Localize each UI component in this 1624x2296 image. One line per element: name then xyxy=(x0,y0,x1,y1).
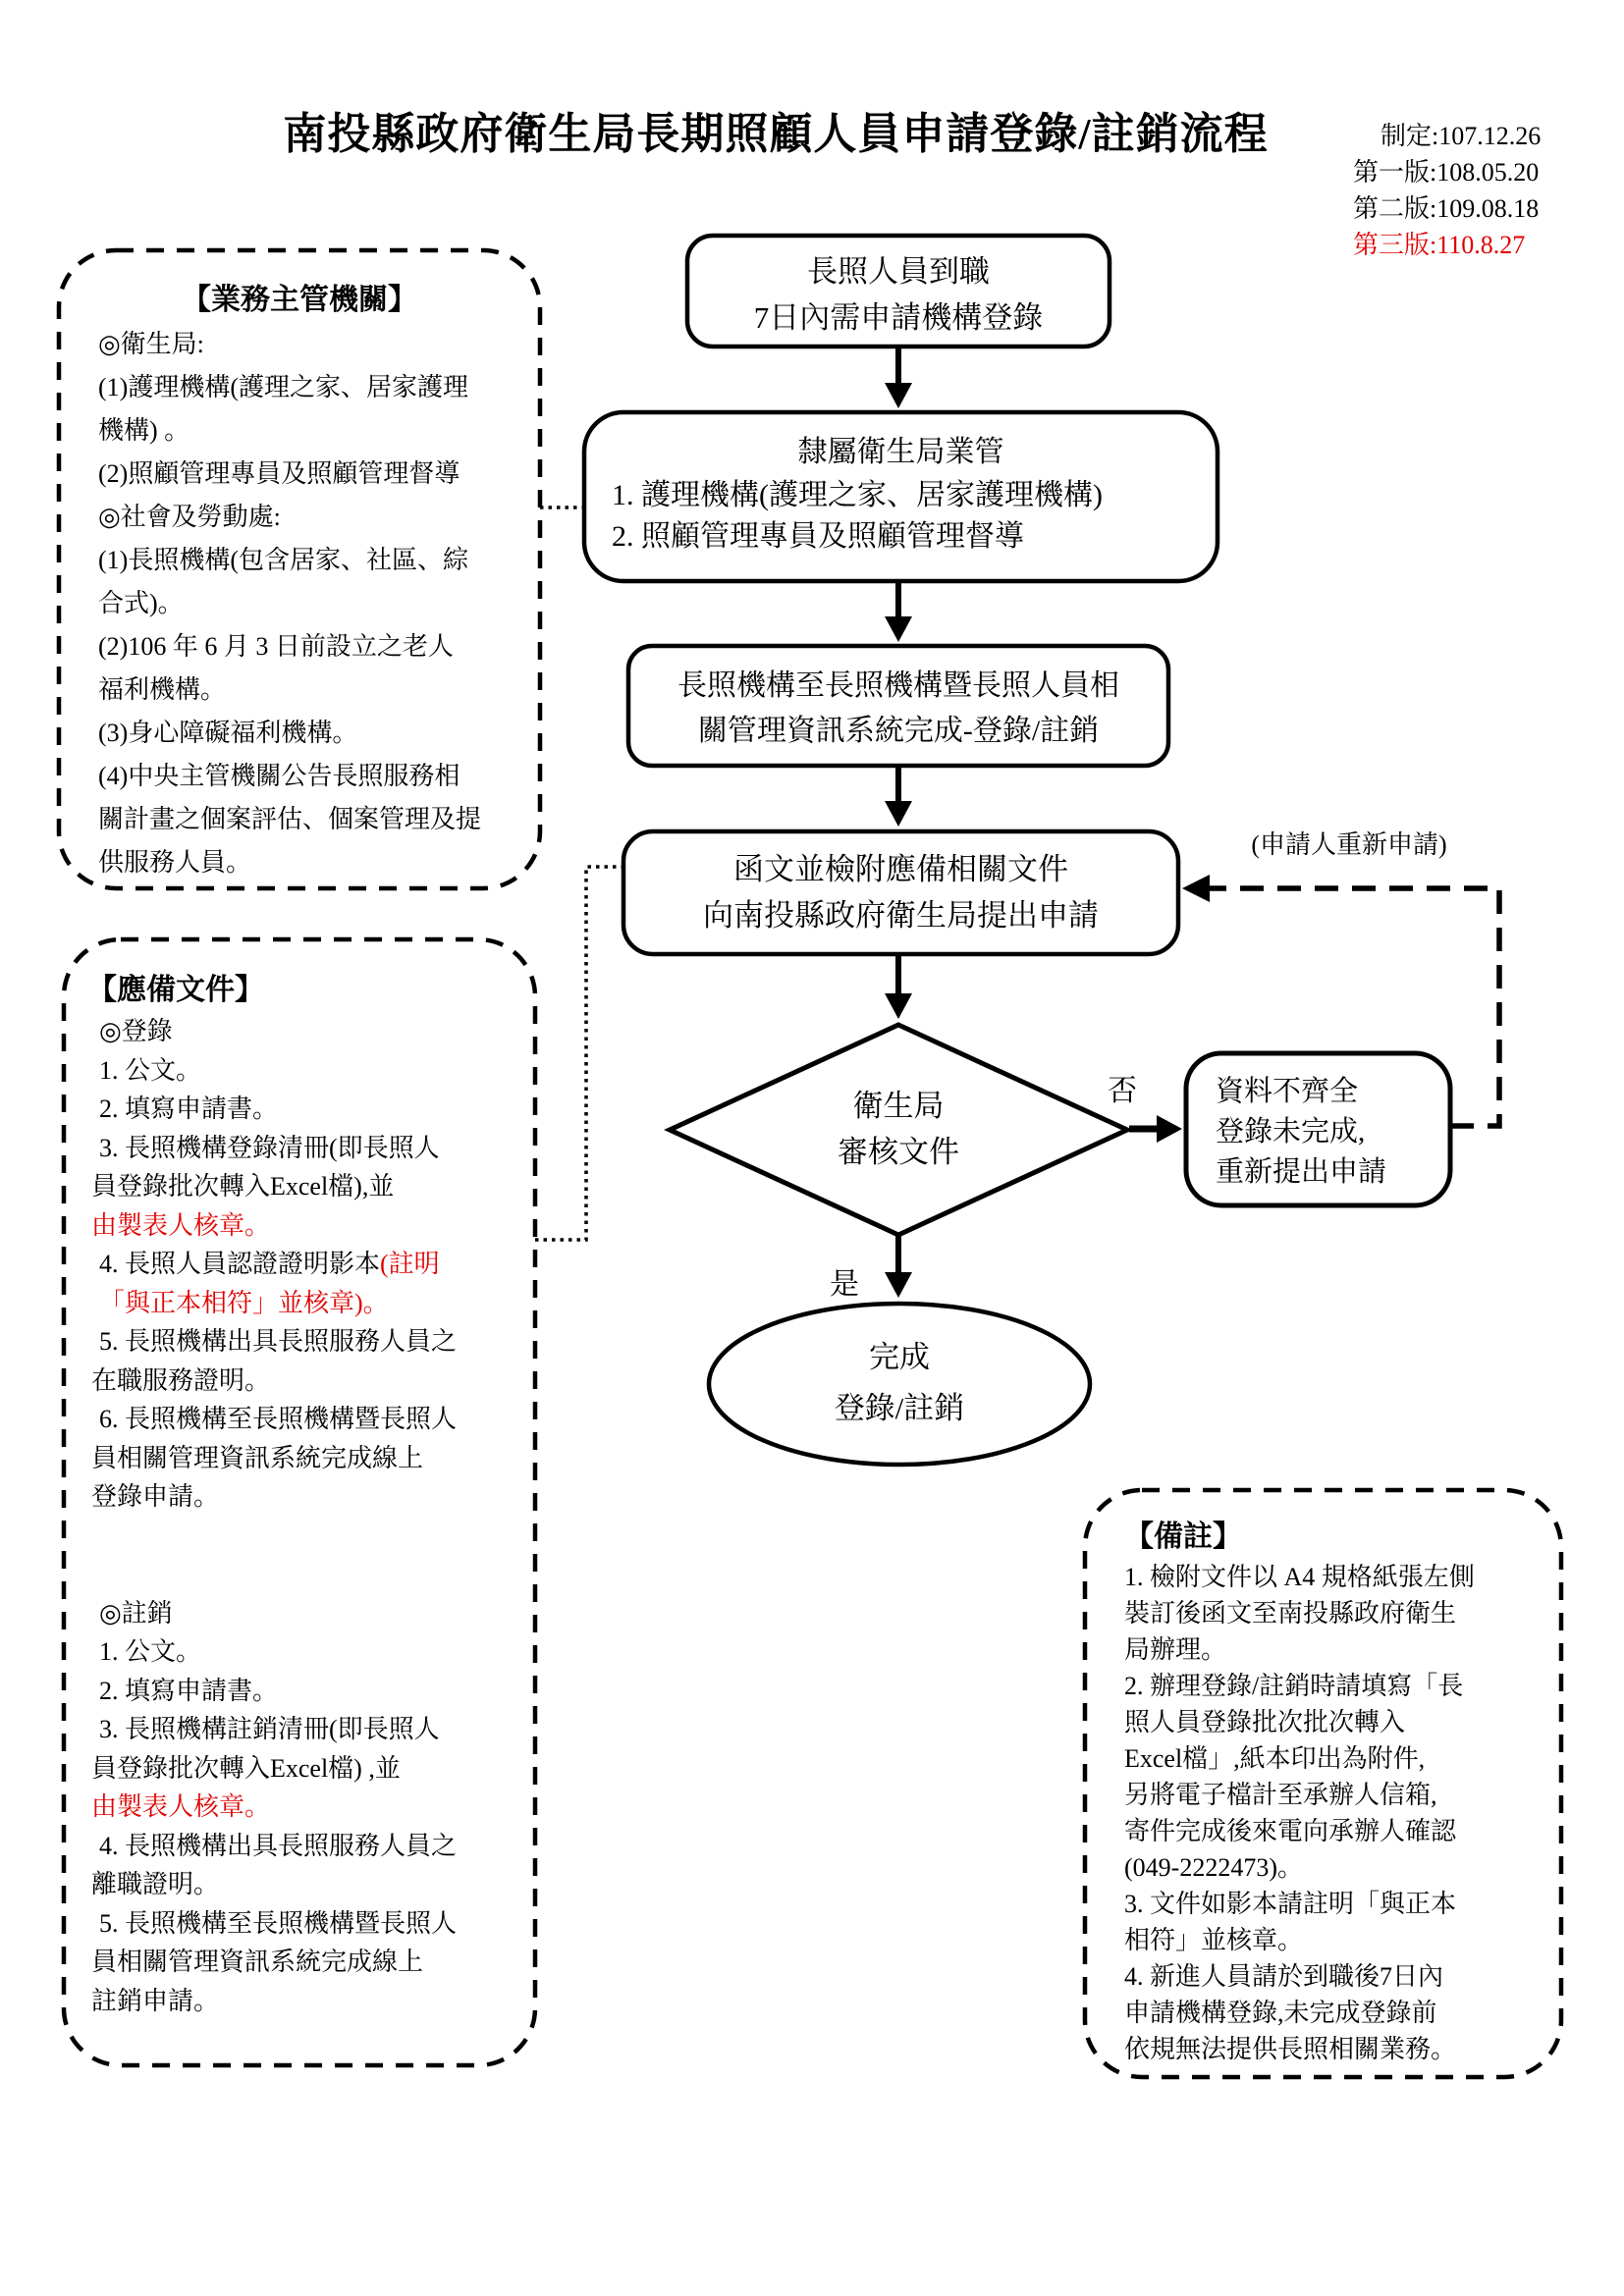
system-box-text: 長照機構至長照機構暨長照人員相 關管理資訊系統完成-登錄/註銷 xyxy=(677,669,1119,747)
authority-panel xyxy=(59,250,540,884)
branch-box-title: 隸屬衛生局業管 xyxy=(797,436,1004,468)
documents-panel-title: 【應備文件】 xyxy=(87,974,264,1006)
arrowhead xyxy=(885,616,912,642)
decision-diamond-text: 衛生局 審核文件 xyxy=(838,1089,959,1169)
version-history: 制定:107.12.26 第一版:108.05.20 第二版:109.08.18 第三版:110.8.27 xyxy=(1353,122,1542,259)
documents-connector xyxy=(535,867,622,1240)
authority-panel-title: 【業務主管機關】 xyxy=(182,284,417,316)
notes-panel-title: 【備註】 xyxy=(1124,1521,1242,1553)
arrowhead xyxy=(885,993,912,1019)
arrowhead xyxy=(1157,1115,1182,1143)
page-title: 南投縣政府衛生局長期照顧人員申請登錄/註銷流程 xyxy=(283,110,1269,158)
arrowhead-reapply xyxy=(1182,875,1210,902)
documents-panel-lines: ◎登錄 1. 公文。 2. 填寫申請書。 3. 長照機構登錄清冊(即長照人 員登錄批次轉入Excel檔),並 由製表人核章。 4. 長照人員認證證明影本(註明 「與正本相符」並核章)。 5. 長照機構出具長照服務人員之 在職服務證明。 6. 長照機構至長照機構暨長照人 員相關管理資訊系統完成線上 登錄申請。 ◎註銷 1. 公文。 2. 填寫申請書。 3. 長照機構註銷清冊(即長照人 員登錄批次轉入Excel檔) ,並 由製表人核章。 4. 長照機構出具長照服務人員之 離職證明。 5. 長照機構至長照機構暨長照人 員相關管理資訊系統完成線上 註銷申請。 xyxy=(91,1017,458,2015)
authority-panel-lines: ◎衛生局: (1)護理機構(護理之家、居家護理 機構) 。 (2)照顧管理專員及照顧管理督導 ◎社會及勞動處: (1)長照機構(包含居家、社區、綜 合式)。 (2)106 年 6 月 3 日前設立之老人 福利機構。 (3)身心障礙福利機構。 (4)中央主管機關公告長照服務相 關計畫之個案評估、個案管理及提 供服務人員。 xyxy=(98,330,482,877)
arrowhead xyxy=(885,383,912,408)
notes-panel-lines: 1. 檢附文件以 A4 規格紙張左側 裝訂後函文至南投縣政府衛生 局辦理。 2. 辦理登錄/註銷時請填寫「長 照人員登錄批次批次轉入 Excel檔」,紙本印出為附件, 另將電子檔計至承辦人信箱, 寄件完成後來電向承辦人確認 (049-2222473)。 3. 文件如影本請註明「與正本 相符」並核章。 4. 新進人員請於到職後7日內 申請機構登錄,未完成登錄前 依規無法提供長照相關業務。 xyxy=(1124,1563,1475,2063)
notes-panel xyxy=(1085,1490,1561,2067)
done-ellipse-text: 完成 登錄/註銷 xyxy=(834,1340,965,1425)
branch-box-items: 1. 護理機構(護理之家、居家護理機構) 2. 照顧管理專員及照顧管理督導 xyxy=(612,479,1103,553)
reapply-note: (申請人重新申請) xyxy=(1251,830,1447,859)
arrowhead xyxy=(885,801,912,827)
apply-box-text: 函文並檢附應備相關文件 向南投縣政府衛生局提出申請 xyxy=(703,852,1099,933)
yes-branch-label: 是 xyxy=(830,1268,859,1301)
start-box-text: 長照人員到職 7日內需申請機構登錄 xyxy=(753,254,1044,335)
documents-panel xyxy=(64,939,535,2020)
arrowhead xyxy=(885,1272,912,1298)
incomplete-box-text: 資料不齊全 登錄未完成, 重新提出申請 xyxy=(1216,1076,1387,1188)
no-branch-label: 否 xyxy=(1108,1075,1137,1107)
